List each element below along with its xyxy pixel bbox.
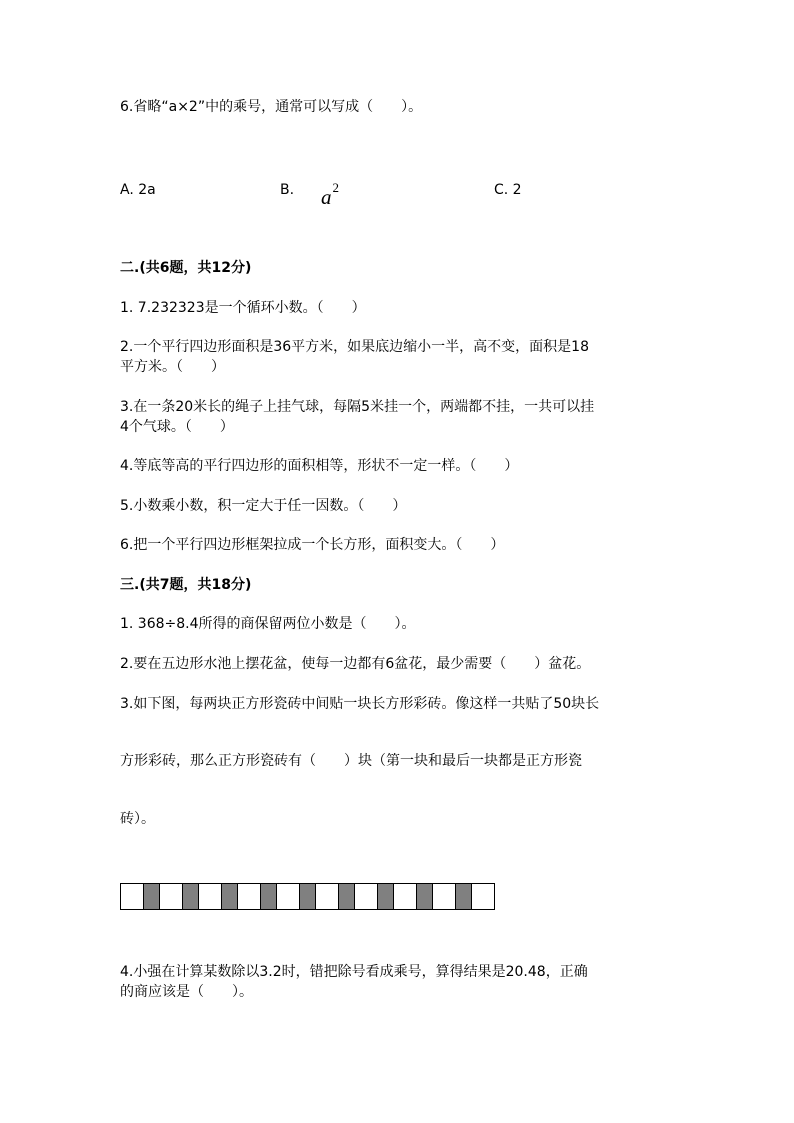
s3-q4-line1: 4.小强在计算某数除以3.2时，错把除号看成乘号，算得结果是20.48，正确	[120, 964, 588, 980]
rectangle-tile	[456, 883, 472, 910]
section-2-title: 二.(共6题，共12分)	[120, 260, 252, 276]
tile-strip-figure	[120, 883, 495, 910]
option-a: A. 2a	[120, 182, 156, 198]
option-b-label: B.	[280, 182, 295, 198]
s2-q3-line2: 4个气球。（ ）	[120, 419, 234, 435]
option-c: C. 2	[494, 182, 522, 198]
s2-q4: 4.等底等高的平行四边形的面积相等，形状不一定一样。（ ）	[120, 458, 519, 474]
s2-q5: 5.小数乘小数，积一定大于任一因数。（ ）	[120, 498, 407, 514]
rectangle-tile	[300, 883, 316, 910]
square-tile	[394, 883, 417, 910]
rectangle-tile	[144, 883, 160, 910]
section-3-title: 三.(共7题，共18分)	[120, 577, 252, 593]
square-tile	[160, 883, 183, 910]
square-tile	[120, 883, 144, 910]
square-tile	[238, 883, 261, 910]
formula-base: a	[321, 185, 332, 209]
square-tile	[355, 883, 378, 910]
s2-q1: 1. 7.232323是一个循环小数。（ ）	[120, 300, 366, 316]
s2-q3-line1: 3.在一条20米长的绳子上挂气球，每隔5米挂一个，两端都不挂，一共可以挂	[120, 399, 595, 415]
question-6-stem: 6.省略“a×2”中的乘号，通常可以写成（ ）。	[120, 99, 423, 115]
square-tile	[472, 883, 495, 910]
s3-q3-line2: 方形彩砖，那么正方形瓷砖有（ ）块（第一块和最后一块都是正方形瓷	[120, 753, 582, 769]
rectangle-tile	[417, 883, 433, 910]
s2-q2-line1: 2.一个平行四边形面积是36平方米，如果底边缩小一半，高不变，面积是18	[120, 339, 589, 355]
s3-q4-line2: 的商应该是（ ）。	[120, 984, 253, 1000]
s3-q3-line3: 砖）。	[120, 811, 155, 827]
square-tile	[316, 883, 339, 910]
s2-q6: 6.把一个平行四边形框架拉成一个长方形，面积变大。（ ）	[120, 537, 505, 553]
s2-q2-line2: 平方米。（ ）	[120, 359, 225, 375]
s3-q1: 1. 368÷8.4所得的商保留两位小数是（ ）。	[120, 616, 416, 632]
s3-q3-line1: 3.如下图，每两块正方形瓷砖中间贴一块长方形彩砖。像这样一共贴了50块长	[120, 696, 600, 712]
square-tile	[199, 883, 222, 910]
rectangle-tile	[222, 883, 238, 910]
option-b-formula	[321, 180, 339, 210]
formula-exponent: 2	[332, 180, 339, 195]
rectangle-tile	[378, 883, 394, 910]
square-tile	[277, 883, 300, 910]
rectangle-tile	[339, 883, 355, 910]
rectangle-tile	[261, 883, 277, 910]
square-tile	[433, 883, 456, 910]
s3-q2: 2.要在五边形水池上摆花盆，使每一边都有6盆花，最少需要（ ）盆花。	[120, 656, 591, 672]
rectangle-tile	[183, 883, 199, 910]
